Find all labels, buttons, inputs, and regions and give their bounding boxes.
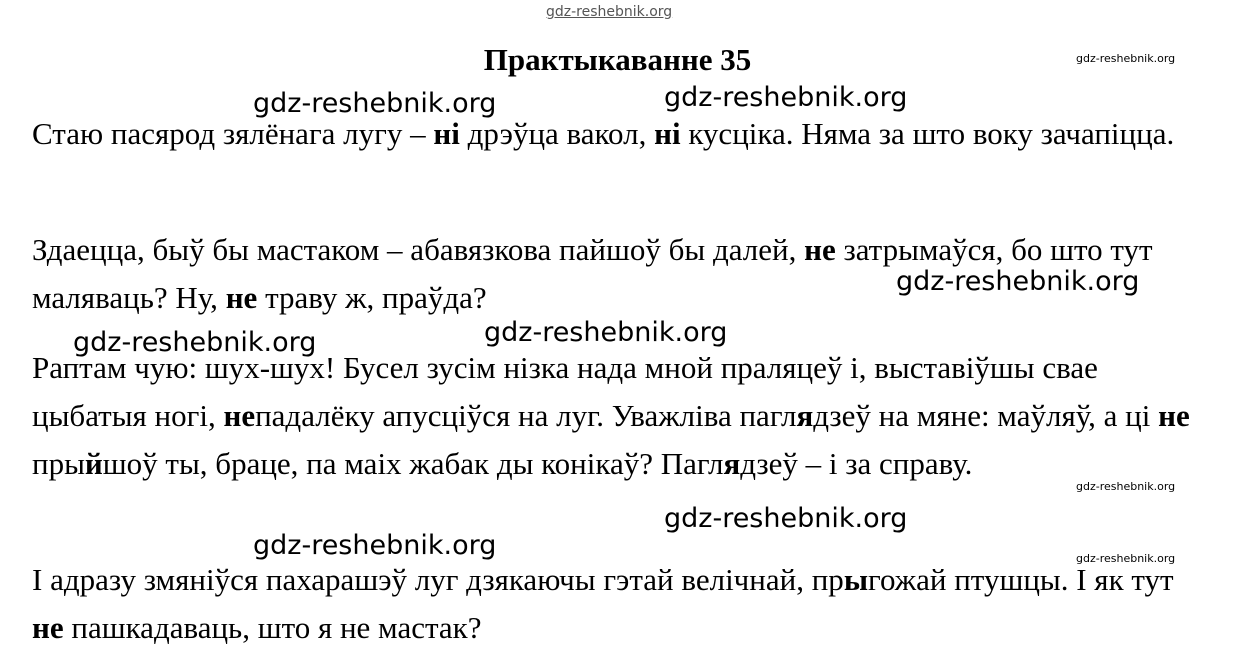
paragraph-4 xyxy=(32,556,1207,652)
page-title: Практыкаванне 35 xyxy=(483,42,752,77)
text-fragment: Раптам чую: шух-шух! Бусел зусім нізка нада мной праляцеў і, выставіўшы свае цыбатыя ногі, xyxy=(32,350,1098,433)
text-fragment: дзеў на мяне: маўляў, а ці xyxy=(813,398,1159,433)
text-fragment: І адразу змяніўся пахарашэў луг дзякаючы гэтай велічнай, пр xyxy=(32,562,844,597)
watermark-text: gdz-reshebnik.org xyxy=(664,82,908,113)
bold-fragment: ы xyxy=(843,562,869,597)
bold-fragment: ні xyxy=(654,116,681,151)
bold-fragment: не xyxy=(225,280,258,315)
watermark-text: gdz-reshebnik.org xyxy=(546,4,673,20)
bold-fragment: не xyxy=(804,232,836,267)
text-fragment: кусціка. Няма за што воку зачапіцца. xyxy=(680,116,1175,151)
paragraph-3 xyxy=(32,344,1207,488)
bold-fragment: я xyxy=(723,446,741,481)
paragraph-1 xyxy=(32,110,1207,158)
watermark-text: gdz-reshebnik.org xyxy=(896,266,1140,297)
watermark-text: gdz-reshebnik.org xyxy=(73,327,317,358)
text-fragment: траву ж, праўда? xyxy=(257,280,487,315)
bold-fragment: ні xyxy=(433,116,460,151)
watermark-text: gdz-reshebnik.org xyxy=(1076,52,1176,65)
watermark-text: gdz-reshebnik.org xyxy=(484,317,728,348)
text-fragment: Здаецца, быў бы мастаком – абавязкова пайшоў бы далей, xyxy=(32,232,805,267)
text-fragment: падалёку апусціўся на луг. Уважліва пагл xyxy=(255,398,797,433)
text-fragment: пашкадаваць, што я не мастак? xyxy=(63,610,482,645)
watermark-text: gdz-reshebnik.org xyxy=(1076,552,1176,565)
bold-fragment: не xyxy=(223,398,256,433)
watermark-text: gdz-reshebnik.org xyxy=(664,503,908,534)
watermark-text: gdz-reshebnik.org xyxy=(253,88,497,119)
text-fragment: дзеў – і за справу. xyxy=(740,446,973,481)
bold-fragment: не xyxy=(32,610,64,645)
text-fragment: затрымаўся, бо што тут маляваць? Ну, xyxy=(32,232,1153,315)
bold-fragment: я xyxy=(796,398,814,433)
text-fragment: Стаю пасярод зялёнага лугу – xyxy=(32,116,434,151)
watermark-text: gdz-reshebnik.org xyxy=(1076,480,1176,493)
text-fragment: пры xyxy=(32,446,85,481)
text-fragment: шоў ты, браце, па маіх жабак ды конікаў? Пагл xyxy=(102,446,724,481)
bold-fragment: й xyxy=(84,446,103,481)
bold-fragment: не xyxy=(1158,398,1190,433)
watermark-text: gdz-reshebnik.org xyxy=(253,530,497,561)
text-fragment: дрэўца вакол, xyxy=(459,116,655,151)
text-fragment: гожай птушцы. І як тут xyxy=(868,562,1174,597)
